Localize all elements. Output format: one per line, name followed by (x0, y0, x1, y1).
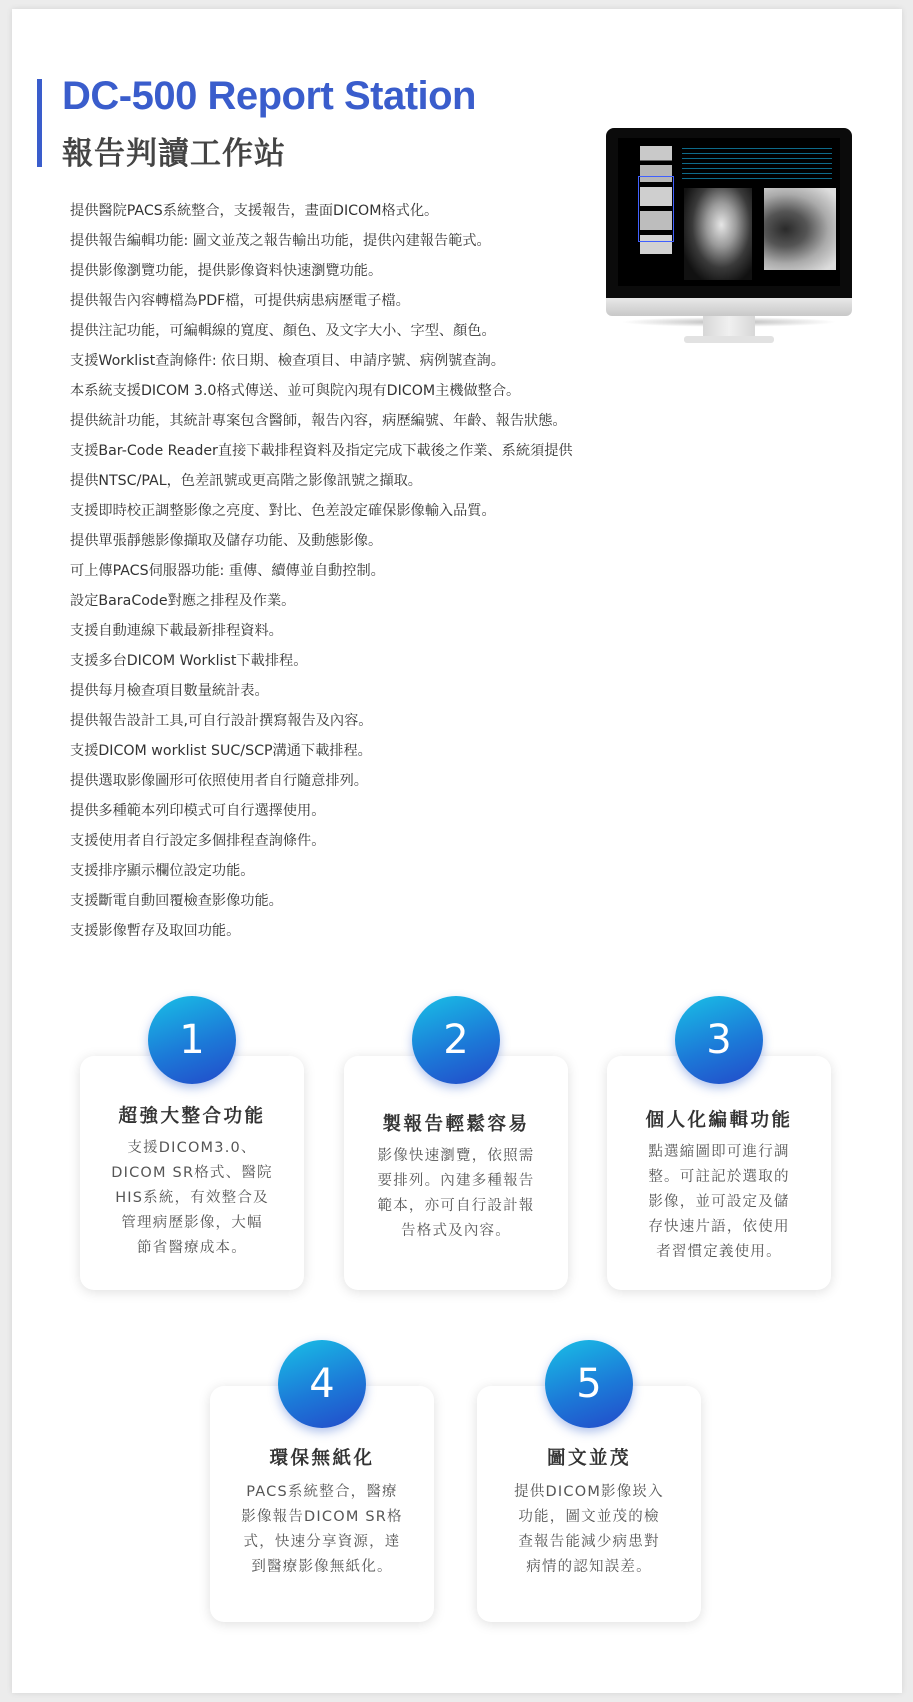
card-line: 要排列。內建多種報告 (377, 1173, 535, 1189)
screen-chest-xray (764, 188, 836, 270)
feature-item: 提供選取影像圖形可依照使用者自行隨意排列。 (70, 773, 368, 789)
card-title: 個人化編輯功能 (645, 1110, 793, 1131)
feature-item: 提供報告設計工具,可自行設計撰寫報告及內容。 (70, 713, 373, 729)
card-line: 式，快速分享資源，達 (243, 1534, 401, 1550)
card-line: 病情的認知誤差。 (526, 1559, 652, 1575)
feature-item: 設定BaraCode對應之排程及作業。 (70, 593, 296, 609)
feature-item: 提供報告編輯功能: 圖文並茂之報告輸出功能，提供內建報告範式。 (70, 233, 491, 249)
card-line: 整。可註記於選取的 (648, 1169, 790, 1185)
card-line: 範本，亦可自行設計報 (377, 1198, 535, 1214)
card-number-badge-2: 2 (412, 996, 500, 1084)
feature-item: 可上傳PACS伺服器功能: 重傳、續傳並自動控制。 (70, 563, 385, 579)
page-title-zh: 報告判讀工作站 (62, 136, 286, 172)
card-line: 點選縮圖即可進行調 (648, 1144, 790, 1160)
card-line: 提供DICOM影像崁入 (514, 1484, 664, 1500)
card-title: 製報告輕鬆容易 (382, 1114, 530, 1135)
feature-item: 提供注記功能，可編輯線的寬度、顏色、及文字大小、字型、顏色。 (70, 323, 496, 339)
monitor-stand-neck (703, 316, 755, 338)
card-description (364, 1144, 548, 1244)
card-title: 圖文並茂 (546, 1448, 631, 1469)
monitor-stand-base (684, 336, 774, 343)
feature-item: 提供影像瀏覽功能，提供影像資料快速瀏覽功能。 (70, 263, 383, 279)
feature-list (70, 196, 660, 946)
card-line: 者習慣定義使用。 (656, 1244, 782, 1260)
feature-item: 支援使用者自行設定多個排程查詢條件。 (70, 833, 326, 849)
card-line: 影像報告DICOM SR格 (241, 1509, 403, 1525)
card-line: 影像快速瀏覽，依照需 (377, 1148, 535, 1164)
card-description (230, 1480, 414, 1580)
feature-item: 提供醫院PACS系統整合，支援報告，畫面DICOM格式化。 (70, 203, 439, 219)
feature-card-2 (344, 1056, 568, 1290)
feature-item: 支援斷電自動回覆檢查影像功能。 (70, 893, 283, 909)
card-line: 存快速片語，依使用 (648, 1219, 790, 1235)
feature-item: 提供報告內容轉檔為PDF檔，可提供病患病歷電子檔。 (70, 293, 410, 309)
card-line: 查報告能減少病患對 (518, 1534, 660, 1550)
title-accent-bar (37, 79, 42, 167)
feature-item: 提供每月檢查項目數量統計表。 (70, 683, 269, 699)
card-line: 管理病歷影像，大幅 (121, 1215, 263, 1231)
card-line: HIS系統，有效整合及 (115, 1190, 269, 1206)
feature-item: 支援Bar-Code Reader直接下載排程資料及指定完成下載後之作業、系統須提供 (70, 443, 573, 459)
card-line: 告格式及內容。 (401, 1223, 511, 1239)
feature-item: 支援DICOM worklist SUC/SCP溝通下載排程。 (70, 743, 372, 759)
card-number-badge-3: 3 (675, 996, 763, 1084)
feature-item: 支援Worklist查詢條件: 依日期、檢查項目、申請序號、病例號查詢。 (70, 353, 505, 369)
feature-card-3 (607, 1056, 831, 1290)
card-description (100, 1136, 284, 1261)
screen-knee-xray (684, 188, 752, 280)
card-title: 超強大整合功能 (118, 1106, 266, 1127)
card-number-badge-1: 1 (148, 996, 236, 1084)
feature-item: 支援多台DICOM Worklist下載排程。 (70, 653, 308, 669)
feature-card-1 (80, 1056, 304, 1290)
feature-item: 支援自動連線下載最新排程資料。 (70, 623, 283, 639)
card-number-badge-5: 5 (545, 1340, 633, 1428)
card-line: 支援DICOM3.0、 (127, 1140, 257, 1156)
card-line: PACS系統整合，醫療 (246, 1484, 398, 1500)
card-title: 環保無紙化 (269, 1448, 375, 1469)
card-line: 影像，並可設定及儲 (648, 1194, 790, 1210)
card-line: 功能，圖文並茂的檢 (518, 1509, 660, 1525)
card-number-badge-4: 4 (278, 1340, 366, 1428)
card-description (497, 1480, 681, 1580)
card-line: 節省醫療成本。 (137, 1240, 247, 1256)
feature-item: 提供單張靜態影像擷取及儲存功能、及動態影像。 (70, 533, 383, 549)
card-line: 到醫療影像無紙化。 (251, 1559, 393, 1575)
feature-item: 支援排序顯示欄位設定功能。 (70, 863, 255, 879)
feature-item: 提供多種範本列印模式可自行選擇使用。 (70, 803, 326, 819)
screen-report-fields (682, 144, 832, 180)
feature-item: 本系統支援DICOM 3.0格式傳送、並可與院內現有DICOM主機做整合。 (70, 383, 521, 399)
card-line: DICOM SR格式、醫院 (111, 1165, 273, 1181)
card-description (627, 1140, 811, 1265)
feature-item: 支援影像暫存及取回功能。 (70, 923, 241, 939)
feature-item: 提供NTSC/PAL，色差訊號或更高階之影像訊號之擷取。 (70, 473, 422, 489)
feature-item: 支援即時校正調整影像之亮度、對比、色差設定確保影像輸入品質。 (70, 503, 496, 519)
page-title-en: DC-500 Report Station (62, 74, 476, 118)
feature-item: 提供統計功能，其統計專案包含醫師，報告內容，病歷編號、年齡、報告狀態。 (70, 413, 567, 429)
